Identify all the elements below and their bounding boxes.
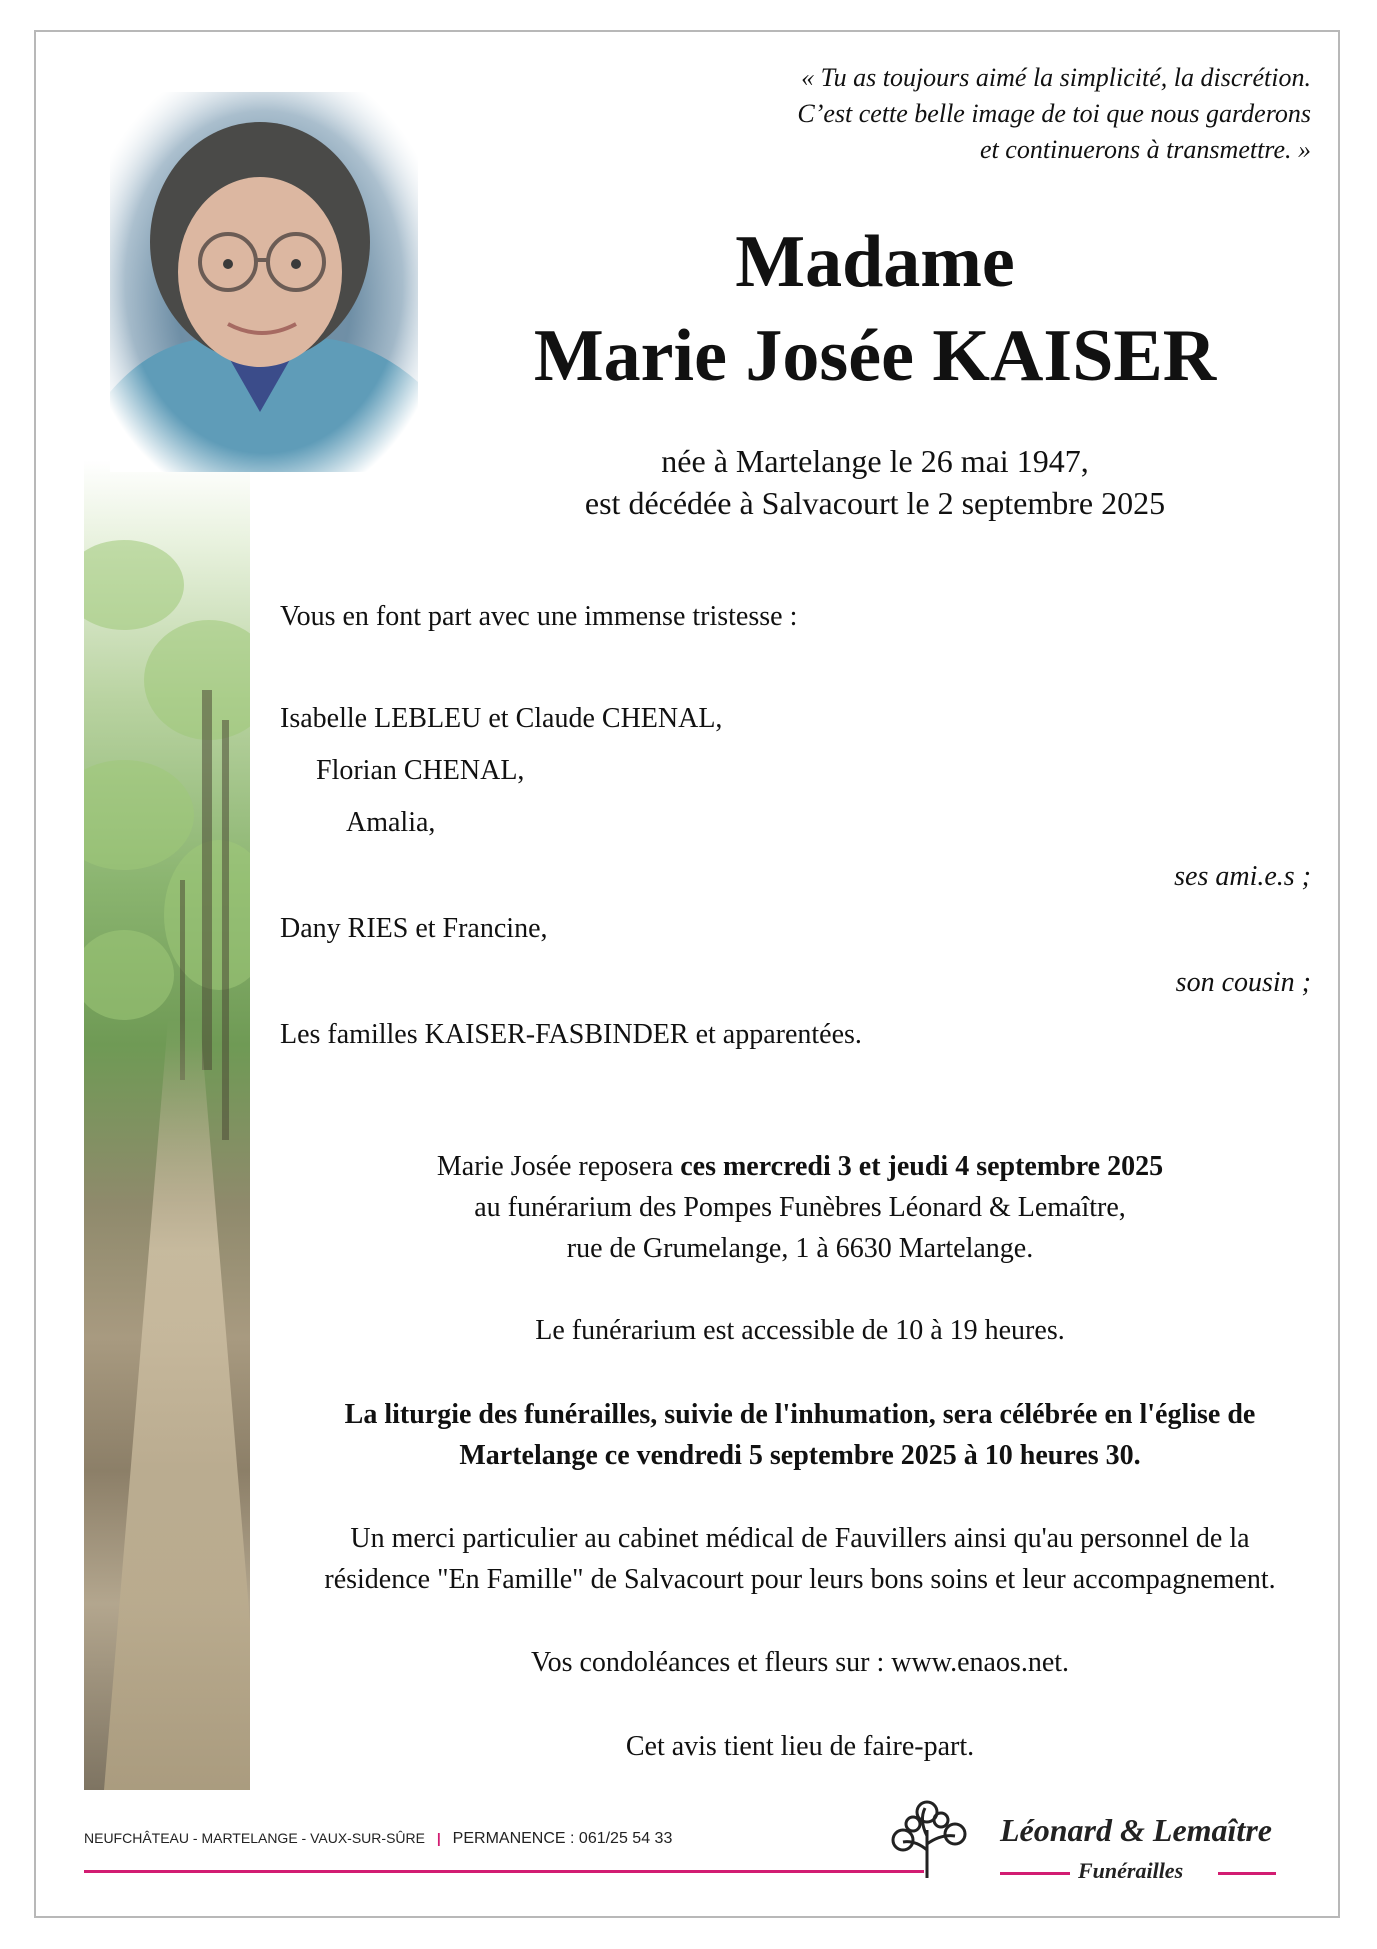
visitation-address: rue de Grumelange, 1 à 6630 Martelange. bbox=[566, 1233, 1034, 1264]
quote bbox=[611, 60, 1311, 168]
footer-accent-line bbox=[84, 1870, 924, 1873]
families-text: Les familles KAISER-FASBINDER et apparentées. bbox=[280, 1019, 862, 1050]
brand-subtitle: Funérailles bbox=[1078, 1858, 1184, 1883]
portrait-photo bbox=[110, 92, 418, 472]
visitation-dates: ces mercredi 3 et jeudi 4 septembre 2025 bbox=[680, 1151, 1164, 1182]
opening-hours: Le funérarium est accessible de 10 à 19 heures. bbox=[535, 1315, 1065, 1346]
death-line: est décédée à Salvacourt le 2 septembre 2025 bbox=[584, 485, 1166, 521]
footer-permanence: PERMANENCE : 061/25 54 33 bbox=[452, 1830, 673, 1847]
cousin-name: Dany RIES et Francine, bbox=[280, 913, 548, 944]
quote-line: C’est cette belle image de toi que nous garderons bbox=[797, 99, 1311, 128]
quote-line: et continuerons à transmettre. » bbox=[980, 135, 1311, 164]
visitation-line: Marie Josée reposera ces mercredi 3 et jeudi 4 septembre 2025 bbox=[436, 1151, 1164, 1182]
family-member: Amalia, bbox=[346, 807, 436, 838]
liturgy-line: Martelange ce vendredi 5 septembre 2025 à 10 heures 30. bbox=[459, 1440, 1141, 1471]
intro-text: Vous en font part avec une immense tristesse : bbox=[280, 601, 798, 632]
visitation-place: au funérarium des Pompes Funèbres Léonard & Lemaître, bbox=[474, 1192, 1126, 1223]
footer-contact bbox=[84, 1830, 672, 1848]
condolences-text: Vos condoléances et fleurs sur : www.enaos.net. bbox=[530, 1647, 1070, 1678]
thanks-text bbox=[290, 1518, 1310, 1600]
relation-label: son cousin ; bbox=[1175, 967, 1311, 998]
footer-separator: | bbox=[436, 1830, 441, 1846]
liturgy-info bbox=[290, 1394, 1310, 1476]
quote-line: « Tu as toujours aimé la simplicité, la discrétion. bbox=[801, 63, 1311, 92]
footer-locations: NEUFCHÂTEAU - MARTELANGE - VAUX-SUR-SÛRE bbox=[84, 1830, 425, 1846]
family-member: Florian CHENAL, bbox=[316, 755, 525, 786]
birth-line: née à Martelange le 26 mai 1947, bbox=[661, 443, 1089, 479]
thanks-line: résidence "En Famille" de Salvacourt pour leurs bons soins et leur accompagnement. bbox=[324, 1564, 1276, 1595]
visitation-info bbox=[290, 1146, 1310, 1269]
forest-path-image bbox=[84, 460, 250, 1790]
liturgy-line: La liturgie des funérailles, suivie de l'inhumation, sera célébrée en l'église de bbox=[344, 1399, 1256, 1430]
relation-label: ses ami.e.s ; bbox=[1174, 861, 1311, 892]
family-member: Isabelle LEBLEU et Claude CHENAL, bbox=[280, 703, 723, 734]
notice-text: Cet avis tient lieu de faire-part. bbox=[625, 1731, 975, 1762]
thanks-line: Un merci particulier au cabinet médical de Fauvillers ainsi qu'au personnel de la bbox=[350, 1523, 1250, 1554]
deceased-name: Marie Josée KAISER bbox=[533, 315, 1217, 397]
brand-name: Léonard & Lemaître bbox=[1000, 1812, 1272, 1848]
birth-death-info bbox=[480, 440, 1270, 524]
honorific-title: Madame bbox=[735, 221, 1015, 303]
